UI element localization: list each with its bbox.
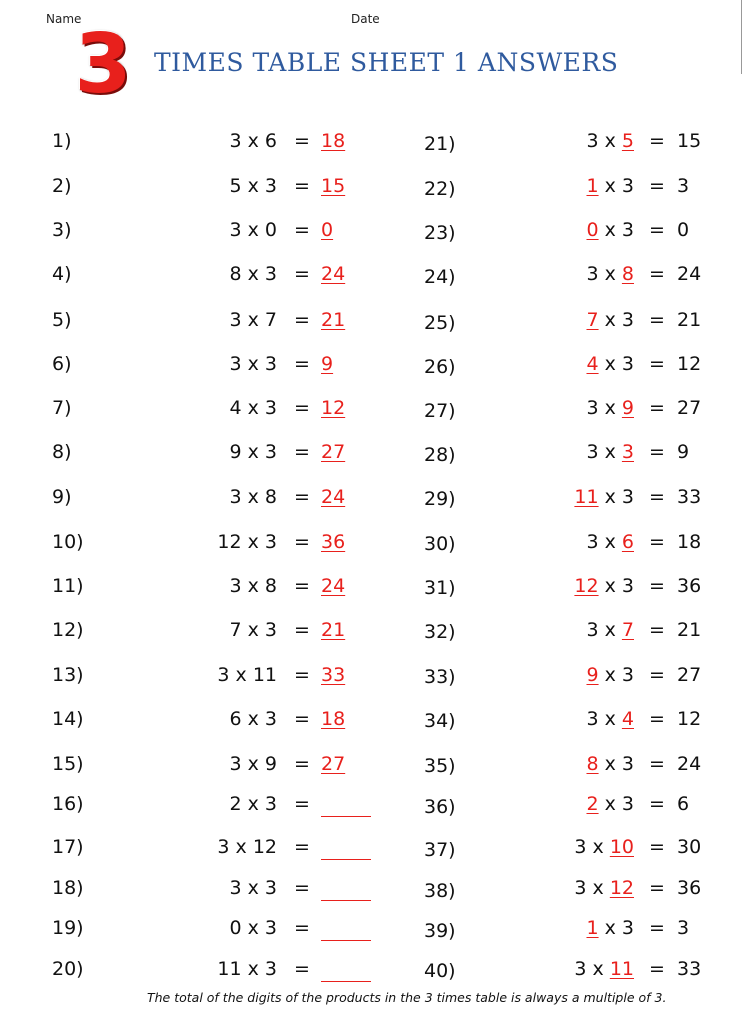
equals-sign: = [649,877,665,899]
equals-sign: = [649,958,665,980]
question-number: 25) [424,312,456,334]
answer-value: 24 [321,486,346,508]
question-expression: 3 x 7 [229,309,277,331]
product-value: 15 [677,130,702,152]
given-factor: 3 [621,309,634,331]
question-row [52,217,352,243]
given-factor: 3 [586,130,599,152]
answer-cell [321,915,381,941]
equals-sign: = [649,664,665,686]
answer-value: 33 [321,664,346,686]
answer-value: 36 [321,531,346,553]
times-sign: x [586,836,610,858]
question-row [424,573,724,599]
question-number: 29) [424,488,456,510]
product-value: 12 [677,708,702,730]
answer-cell [321,617,381,643]
date-label: Date [351,12,380,26]
question-number: 20) [52,958,84,980]
question-number: 4) [52,263,72,285]
answer-cell [321,261,381,287]
given-factor: 3 [586,441,599,463]
question-number: 33) [424,666,456,688]
question-expression: 0 x 3 [229,917,277,939]
question-row [52,834,352,860]
question-expression [514,351,634,377]
answer-cell [321,217,381,243]
times-sign: x [586,877,610,899]
product-value: 3 [677,917,690,939]
question-expression: 6 x 3 [229,708,277,730]
missing-factor: 2 [586,793,599,815]
times-sign: x [598,219,622,241]
question-row [424,706,724,732]
question-expression: 7 x 3 [229,619,277,641]
equals-sign: = [294,309,310,331]
question-expression: 9 x 3 [229,441,277,463]
question-number: 27) [424,400,456,422]
question-expression [514,791,634,817]
question-number: 10) [52,531,84,553]
question-row [52,351,352,377]
equals-sign: = [294,708,310,730]
question-expression [514,573,634,599]
equals-sign: = [294,793,310,815]
product-value: 0 [677,219,690,241]
question-row [424,662,724,688]
answer-value: 18 [321,708,346,730]
given-factor: 3 [621,175,634,197]
answer-cell [321,751,381,777]
equals-sign: = [649,619,665,641]
question-number: 39) [424,920,456,942]
equals-sign: = [294,836,310,858]
question-row [52,706,352,732]
given-factor: 3 [621,219,634,241]
question-row [52,307,352,333]
times-sign: x [598,175,622,197]
answer-cell [321,956,381,982]
question-row [52,529,352,555]
times-sign: x [598,309,622,331]
big-number-logo: 3 [74,17,132,112]
question-number: 36) [424,796,456,818]
name-label: Name [46,12,82,26]
question-expression [514,706,634,732]
question-number: 11) [52,575,84,597]
given-factor: 3 [586,397,599,419]
question-expression [514,484,634,510]
missing-factor: 7 [621,619,634,641]
missing-factor: 6 [621,531,634,553]
question-row [52,751,352,777]
answer-blank-line [321,918,371,941]
equals-sign: = [649,353,665,375]
question-row [52,915,352,941]
page-title: TIMES TABLE SHEET 1 ANSWERS [154,48,619,77]
question-expression [514,617,634,643]
times-sign: x [598,753,622,775]
times-sign: x [598,531,622,553]
question-number: 5) [52,309,72,331]
question-row [424,307,724,333]
equals-sign: = [294,130,310,152]
question-expression: 8 x 3 [229,263,277,285]
question-number: 17) [52,836,84,858]
missing-factor: 4 [621,708,634,730]
product-value: 21 [677,309,702,331]
given-factor: 3 [586,263,599,285]
question-number: 30) [424,533,456,555]
times-sign: x [598,917,622,939]
given-factor: 3 [621,575,634,597]
question-row [52,439,352,465]
question-number: 28) [424,444,456,466]
equals-sign: = [649,708,665,730]
question-row [424,351,724,377]
answer-cell [321,529,381,555]
question-row [52,395,352,421]
question-row [424,751,724,777]
given-factor: 3 [586,708,599,730]
answer-cell [321,128,381,154]
product-value: 36 [677,877,702,899]
equals-sign: = [294,263,310,285]
equals-sign: = [649,309,665,331]
question-number: 34) [424,710,456,732]
product-value: 24 [677,753,702,775]
question-expression [514,307,634,333]
answer-cell [321,307,381,333]
question-number: 3) [52,219,72,241]
given-factor: 3 [621,753,634,775]
times-sign: x [598,486,622,508]
question-expression: 3 x 0 [229,219,277,241]
answer-value: 0 [321,219,334,241]
product-value: 27 [677,397,702,419]
question-number: 35) [424,755,456,777]
equals-sign: = [649,836,665,858]
equals-sign: = [649,793,665,815]
missing-factor: 9 [621,397,634,419]
given-factor: 3 [586,619,599,641]
missing-factor: 12 [574,575,599,597]
answer-cell [321,573,381,599]
question-expression: 3 x 12 [217,836,277,858]
times-sign: x [598,575,622,597]
answer-value: 24 [321,263,346,285]
answer-blank-line [321,837,371,860]
answer-cell [321,791,381,817]
question-number: 1) [52,130,72,152]
answer-value: 27 [321,753,346,775]
question-expression [514,173,634,199]
given-factor: 3 [621,664,634,686]
question-expression: 3 x 8 [229,486,277,508]
answer-blank-line [321,878,371,901]
product-value: 30 [677,836,702,858]
times-sign: x [598,263,622,285]
given-factor: 3 [621,353,634,375]
question-row [424,617,724,643]
question-row [424,128,724,154]
question-row [424,395,724,421]
question-number: 26) [424,356,456,378]
question-row [52,791,352,817]
times-sign: x [598,353,622,375]
answer-value: 24 [321,575,346,597]
product-value: 21 [677,619,702,641]
question-row [52,956,352,982]
question-expression [514,439,634,465]
times-sign: x [598,664,622,686]
question-number: 19) [52,917,84,939]
question-number: 31) [424,577,456,599]
question-expression: 3 x 3 [229,353,277,375]
question-expression [514,128,634,154]
answer-cell [321,439,381,465]
page-edge-divider [741,0,747,74]
question-expression: 3 x 8 [229,575,277,597]
question-number: 2) [52,175,72,197]
answer-cell [321,395,381,421]
answer-blank-line [321,794,371,817]
product-value: 27 [677,664,702,686]
times-sign: x [598,793,622,815]
question-row [52,173,352,199]
question-number: 21) [424,133,456,155]
times-sign: x [586,958,610,980]
question-number: 7) [52,397,72,419]
question-number: 12) [52,619,84,641]
equals-sign: = [294,917,310,939]
question-number: 8) [52,441,72,463]
equals-sign: = [649,219,665,241]
question-expression [514,261,634,287]
question-expression: 3 x 11 [217,664,277,686]
missing-factor: 1 [586,917,599,939]
equals-sign: = [649,130,665,152]
given-factor: 3 [621,793,634,815]
question-expression [514,395,634,421]
given-factor: 3 [574,836,587,858]
question-expression [514,915,634,941]
equals-sign: = [294,753,310,775]
question-row [52,617,352,643]
product-value: 24 [677,263,702,285]
question-expression: 12 x 3 [217,531,277,553]
equals-sign: = [649,531,665,553]
product-value: 12 [677,353,702,375]
question-row [424,956,724,982]
equals-sign: = [649,263,665,285]
equals-sign: = [294,575,310,597]
answer-value: 18 [321,130,346,152]
answer-value: 12 [321,397,346,419]
equals-sign: = [649,175,665,197]
answer-cell [321,351,381,377]
equals-sign: = [294,219,310,241]
equals-sign: = [294,619,310,641]
question-row [424,261,724,287]
question-row [424,834,724,860]
equals-sign: = [294,175,310,197]
answer-cell [321,662,381,688]
question-row [52,662,352,688]
question-number: 15) [52,753,84,775]
times-sign: x [598,619,622,641]
question-expression [514,662,634,688]
question-number: 38) [424,880,456,902]
equals-sign: = [649,486,665,508]
given-factor: 3 [574,877,587,899]
missing-factor: 1 [586,175,599,197]
answer-cell [321,834,381,860]
equals-sign: = [294,877,310,899]
product-value: 6 [677,793,690,815]
question-expression [514,217,634,243]
given-factor: 3 [586,531,599,553]
missing-factor: 8 [586,753,599,775]
question-row [52,875,352,901]
question-number: 14) [52,708,84,730]
question-expression [514,834,634,860]
question-row [424,529,724,555]
missing-factor: 3 [621,441,634,463]
answer-value: 21 [321,619,346,641]
equals-sign: = [294,441,310,463]
question-expression: 3 x 6 [229,130,277,152]
equals-sign: = [649,575,665,597]
question-number: 6) [52,353,72,375]
question-row [52,573,352,599]
product-value: 18 [677,531,702,553]
question-row [424,217,724,243]
answer-value: 21 [321,309,346,331]
missing-factor: 4 [586,353,599,375]
product-value: 36 [677,575,702,597]
question-expression: 4 x 3 [229,397,277,419]
missing-factor: 8 [621,263,634,285]
question-row [52,128,352,154]
given-factor: 3 [621,917,634,939]
question-number: 18) [52,877,84,899]
question-number: 37) [424,839,456,861]
footnote: The total of the digits of the products in the 3 times table is always a multiple of 3. [147,990,667,1005]
answer-cell [321,706,381,732]
question-number: 13) [52,664,84,686]
missing-factor: 11 [574,486,599,508]
question-expression: 11 x 3 [217,958,277,980]
given-factor: 3 [621,486,634,508]
times-sign: x [598,441,622,463]
equals-sign: = [649,397,665,419]
question-number: 16) [52,793,84,815]
equals-sign: = [294,353,310,375]
question-number: 24) [424,266,456,288]
answer-blank-line [321,959,371,982]
missing-factor: 12 [609,877,634,899]
question-expression [514,956,634,982]
question-number: 9) [52,486,72,508]
missing-factor: 0 [586,219,599,241]
question-number: 40) [424,960,456,982]
missing-factor: 10 [609,836,634,858]
question-number: 32) [424,621,456,643]
question-expression: 2 x 3 [229,793,277,815]
question-row [424,484,724,510]
question-expression [514,751,634,777]
question-row [52,484,352,510]
question-expression [514,529,634,555]
question-row [424,791,724,817]
question-row [424,915,724,941]
product-value: 33 [677,486,702,508]
question-expression [514,875,634,901]
missing-factor: 7 [586,309,599,331]
times-sign: x [598,397,622,419]
answer-cell [321,484,381,510]
equals-sign: = [294,664,310,686]
question-expression: 3 x 3 [229,877,277,899]
equals-sign: = [294,531,310,553]
equals-sign: = [649,917,665,939]
equals-sign: = [294,397,310,419]
equals-sign: = [649,753,665,775]
given-factor: 3 [574,958,587,980]
missing-factor: 9 [586,664,599,686]
answer-value: 15 [321,175,346,197]
question-row [424,875,724,901]
equals-sign: = [294,486,310,508]
missing-factor: 11 [609,958,634,980]
missing-factor: 5 [621,130,634,152]
answer-value: 27 [321,441,346,463]
question-number: 22) [424,178,456,200]
question-expression: 3 x 9 [229,753,277,775]
question-expression: 5 x 3 [229,175,277,197]
times-sign: x [598,708,622,730]
answer-cell [321,875,381,901]
product-value: 9 [677,441,690,463]
answer-cell [321,173,381,199]
answer-value: 9 [321,353,334,375]
equals-sign: = [294,958,310,980]
product-value: 3 [677,175,690,197]
times-sign: x [598,130,622,152]
question-row [52,261,352,287]
equals-sign: = [649,441,665,463]
question-number: 23) [424,222,456,244]
question-row [424,173,724,199]
product-value: 33 [677,958,702,980]
question-row [424,439,724,465]
